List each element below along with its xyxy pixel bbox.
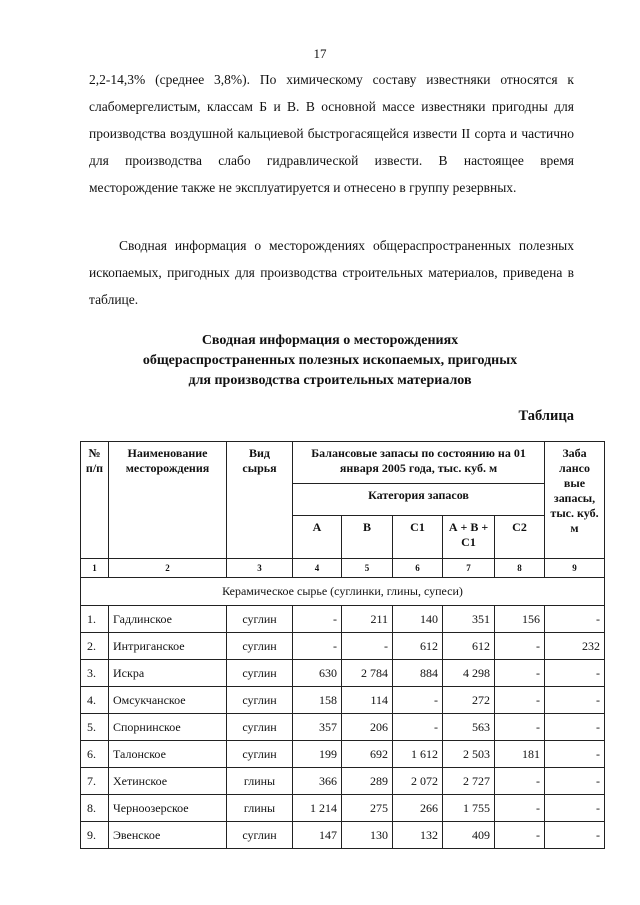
column-index: 3 (227, 559, 293, 578)
column-index: 4 (293, 559, 342, 578)
table-row (81, 660, 605, 687)
row-number: 4. (81, 687, 109, 714)
reserve-b: 275 (342, 795, 393, 822)
reserve-abc-total: 351 (443, 606, 495, 633)
deposit-name: Черноозерское (109, 795, 227, 822)
row-number: 2. (81, 633, 109, 660)
row-number: 7. (81, 768, 109, 795)
reserve-abc-total: 2 727 (443, 768, 495, 795)
reserve-b: 692 (342, 741, 393, 768)
reserve-abc-total: 612 (443, 633, 495, 660)
header-category: Категория запасов (293, 484, 545, 516)
reserve-c1: 132 (393, 822, 443, 849)
reserve-abc-total: 563 (443, 714, 495, 741)
table-heading (80, 331, 580, 391)
table-row (81, 741, 605, 768)
table-row (81, 768, 605, 795)
header-num: № п/п (81, 442, 109, 559)
reserve-c2: - (495, 633, 545, 660)
row-number: 3. (81, 660, 109, 687)
reserve-abc-total: 1 755 (443, 795, 495, 822)
reserve-a: 158 (293, 687, 342, 714)
reserve-c1: 266 (393, 795, 443, 822)
table-row (81, 687, 605, 714)
table-heading-line-3: для производства строительных материалов (188, 373, 472, 388)
deposit-name: Омсукчанское (109, 687, 227, 714)
reserve-b: 211 (342, 606, 393, 633)
table-row (81, 606, 605, 633)
deposit-name: Хетинское (109, 768, 227, 795)
reserve-c2: - (495, 822, 545, 849)
reserve-a: 199 (293, 741, 342, 768)
raw-material-type: суглин (227, 660, 293, 687)
reserve-c1: 1 612 (393, 741, 443, 768)
reserve-c1: 140 (393, 606, 443, 633)
reserve-b: 114 (342, 687, 393, 714)
row-number: 8. (81, 795, 109, 822)
reserve-a: - (293, 606, 342, 633)
table-row (81, 633, 605, 660)
header-offbalance: Заба лансо вые запасы, тыс. куб. м (545, 442, 605, 559)
reserve-b: 130 (342, 822, 393, 849)
column-index: 5 (342, 559, 393, 578)
reserve-c1: 612 (393, 633, 443, 660)
reserve-abc-total: 409 (443, 822, 495, 849)
reserve-c1: 2 072 (393, 768, 443, 795)
table-row (81, 714, 605, 741)
deposit-name: Эвенское (109, 822, 227, 849)
offbalance-reserve: - (545, 714, 605, 741)
reserve-c2: - (495, 714, 545, 741)
offbalance-reserve: - (545, 768, 605, 795)
raw-material-type: суглин (227, 687, 293, 714)
row-number: 1. (81, 606, 109, 633)
section-title: Керамическое сырье (суглинки, глины, супеси) (81, 578, 605, 606)
row-number: 9. (81, 822, 109, 849)
reserve-a: 1 214 (293, 795, 342, 822)
offbalance-reserve: - (545, 687, 605, 714)
reserve-a: 366 (293, 768, 342, 795)
raw-material-type: суглин (227, 633, 293, 660)
raw-material-type: суглин (227, 606, 293, 633)
reserve-c2: - (495, 660, 545, 687)
table-heading-line-2: общераспространенных полезных ископаемых, пригодных (142, 353, 518, 368)
raw-material-type: суглин (227, 714, 293, 741)
table-label: Таблица (518, 408, 574, 424)
paragraph-limestone: 2,2-14,3% (среднее 3,8%). По химическому составу известняки относятся к слабомергелистым, классам Б и В. В основной массе известняки пригодны для производства воздушной кальциевой быстрогасящейся извести II сорта и частично для производства слабо гидравлической извести. В настоящее время месторождение также не эксплуатируется и отнесено в группу резервных. (89, 72, 574, 195)
reserve-c2: - (495, 768, 545, 795)
offbalance-reserve: - (545, 660, 605, 687)
reserve-c2: 181 (495, 741, 545, 768)
reserve-c2: - (495, 795, 545, 822)
offbalance-reserve: - (545, 795, 605, 822)
offbalance-reserve: 232 (545, 633, 605, 660)
paragraph-summary: Сводная информация о месторождениях общераспространенных полезных ископаемых, пригодных для производства строительных материалов, приведена в таблице. (89, 238, 574, 307)
deposit-name: Спорнинское (109, 714, 227, 741)
raw-material-type: суглин (227, 822, 293, 849)
header-row-1 (81, 442, 605, 484)
table-row (81, 822, 605, 849)
raw-material-type: суглин (227, 741, 293, 768)
header-balance: Балансовые запасы по состоянию на 01 января 2005 года, тыс. куб. м (293, 442, 545, 484)
column-index: 6 (393, 559, 443, 578)
deposit-name: Гадлинское (109, 606, 227, 633)
reserve-a: 147 (293, 822, 342, 849)
header-name: Наименование месторождения (109, 442, 227, 559)
deposit-name: Искра (109, 660, 227, 687)
reserve-a: - (293, 633, 342, 660)
table-heading-line-1: Сводная информация о месторождениях (201, 333, 459, 348)
reserve-c2: 156 (495, 606, 545, 633)
deposits-table (80, 441, 605, 849)
column-index-row (81, 559, 605, 578)
row-number: 6. (81, 741, 109, 768)
raw-material-type: глины (227, 768, 293, 795)
reserve-b: 289 (342, 768, 393, 795)
offbalance-reserve: - (545, 741, 605, 768)
header-cat-c2: С2 (495, 516, 545, 559)
table-row (81, 795, 605, 822)
page-number: 17 (313, 46, 327, 61)
reserve-c1: 884 (393, 660, 443, 687)
reserve-abc-total: 272 (443, 687, 495, 714)
column-index: 2 (109, 559, 227, 578)
column-index: 9 (545, 559, 605, 578)
reserve-b: - (342, 633, 393, 660)
table-body (81, 606, 605, 849)
reserve-abc-total: 2 503 (443, 741, 495, 768)
reserve-c1: - (393, 687, 443, 714)
column-index: 7 (443, 559, 495, 578)
reserve-b: 206 (342, 714, 393, 741)
row-number: 5. (81, 714, 109, 741)
offbalance-reserve: - (545, 606, 605, 633)
raw-material-type: глины (227, 795, 293, 822)
offbalance-reserve: - (545, 822, 605, 849)
header-cat-b: В (342, 516, 393, 559)
reserve-b: 2 784 (342, 660, 393, 687)
reserve-c2: - (495, 687, 545, 714)
header-cat-c1: С1 (393, 516, 443, 559)
header-cat-a: А (293, 516, 342, 559)
column-index: 8 (495, 559, 545, 578)
deposit-name: Интриганское (109, 633, 227, 660)
deposit-name: Талонское (109, 741, 227, 768)
reserve-abc-total: 4 298 (443, 660, 495, 687)
section-row (81, 578, 605, 606)
header-cat-abc: А + В + С1 (443, 516, 495, 559)
reserve-a: 357 (293, 714, 342, 741)
reserve-a: 630 (293, 660, 342, 687)
header-type: Вид сырья (227, 442, 293, 559)
reserve-c1: - (393, 714, 443, 741)
column-index: 1 (81, 559, 109, 578)
